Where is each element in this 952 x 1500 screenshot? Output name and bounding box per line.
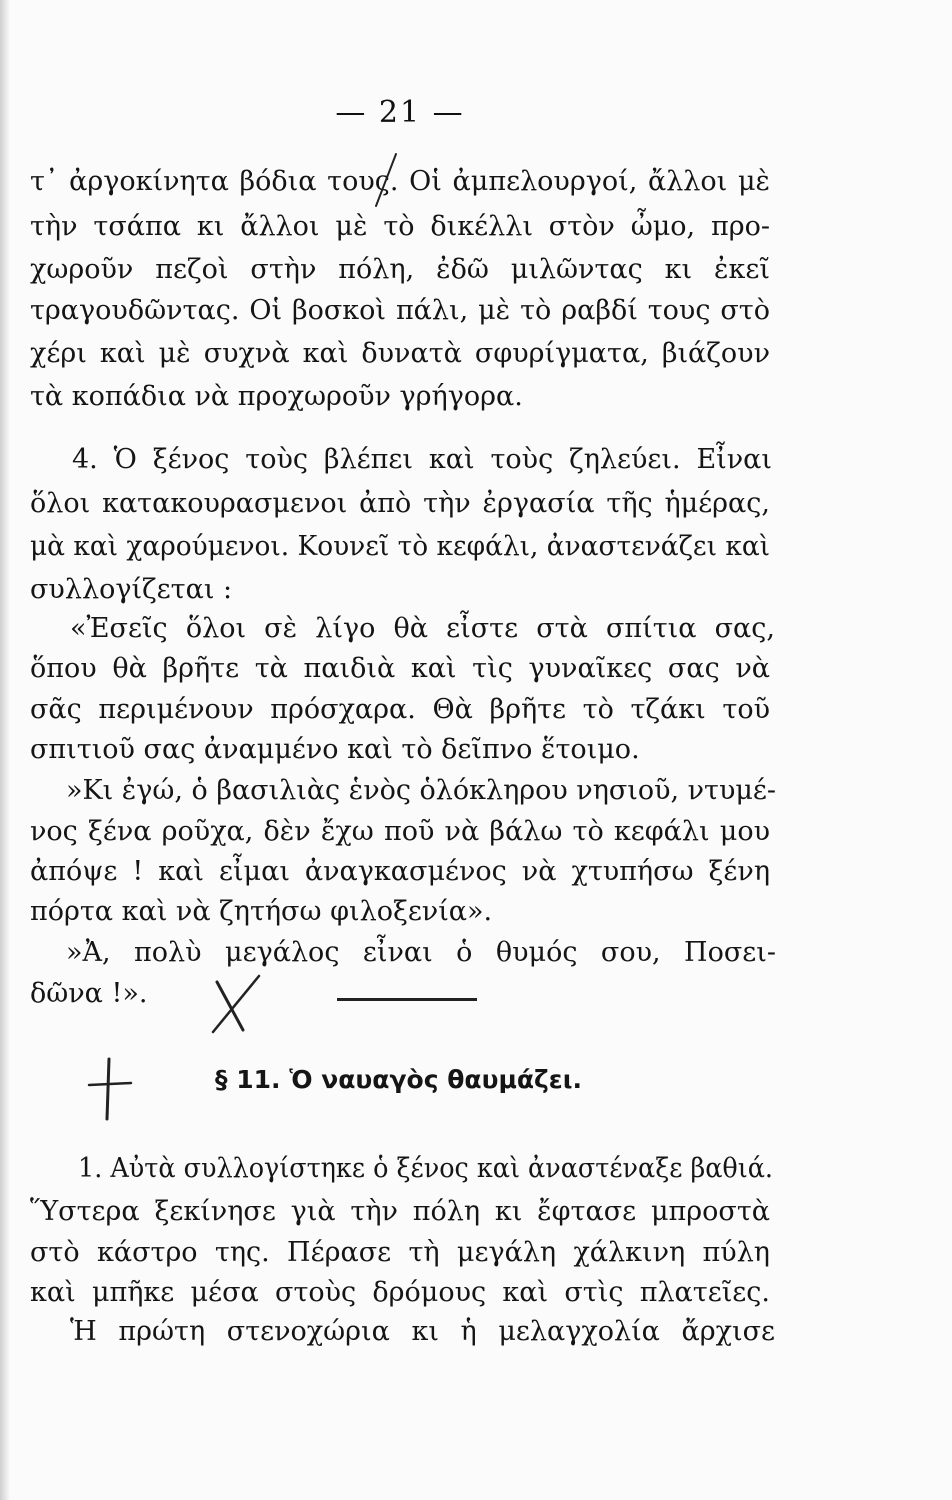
text-line: μὰ καὶ χαρούμενοι. Κουνεῖ τὸ κεφάλι, ἀναστενάζει καὶ [30, 531, 770, 562]
section-divider [337, 998, 477, 1001]
text-line: σᾶς περιμένουν πρόσχαρα. Θὰ βρῆτε τὸ τζάκι τοῦ [30, 694, 770, 725]
text-line: στὸ κάστρο της. Πέρασε τὴ μεγάλη χάλκινη πύλη [30, 1237, 770, 1268]
text-line: »Κι ἐγώ, ὁ βασιλιὰς ἑνὸς ὁλόκληρου νησιοῦ, ντυμέ- [66, 775, 776, 806]
text-line: νος ξένα ροῦχα, δὲν ἔχω ποῦ νὰ βάλω τὸ κεφάλι μου [30, 816, 770, 847]
text-line: χέρι καὶ μὲ συχνὰ καὶ δυνατὰ σφυρίγματα, βιάζουν [30, 338, 770, 369]
text-line: ὅπου θὰ βρῆτε τὰ παιδιὰ καὶ τὶς γυναῖκες σας νὰ [30, 653, 770, 684]
text-line: ἀπόψε ! καὶ εἶμαι ἀναγκασμένος νὰ χτυπήσω ξένη [30, 856, 770, 887]
text-line: καὶ μπῆκε μέσα στοὺς δρόμους καὶ στὶς πλατεῖες. [30, 1277, 770, 1308]
text-line: τραγουδῶντας. Οἱ βοσκοὶ πάλι, μὲ τὸ ραβδί τους στὸ [30, 295, 770, 326]
text-line: δῶνα !». [30, 978, 148, 1009]
text-line: Ὕστερα ξεκίνησε γιὰ τὴν πόλη κι ἔφτασε μπροστὰ [30, 1196, 770, 1227]
text-line: »Ἀ, πολὺ μεγάλος εἶναι ὁ θυμός σου, Ποσει- [66, 937, 776, 968]
text-line: Ἡ πρώτη στενοχώρια κι ἡ μελαγχολία ἄρχισε [70, 1316, 775, 1347]
text-line: 4. Ὁ ξένος τοὺς βλέπει καὶ τοὺς ζηλεύει. Εἶναι [72, 444, 772, 475]
text-line: τὴν τσάπα κι ἄλλοι μὲ τὸ δικέλλι στὸν ὦμο, προ- [30, 211, 770, 242]
text-line: συλλογίζεται : [30, 574, 233, 605]
section-heading: § 11. Ὁ ναυαγὸς θαυμάζει. [215, 1065, 582, 1094]
handwritten-x-mark [205, 968, 265, 1038]
text-line: σπιτιοῦ σας ἀναμμένο καὶ τὸ δεῖπνο ἕτοιμο. [30, 734, 640, 765]
page-number: — 21 — [335, 95, 465, 130]
text-line: 1. Αὐτὰ συλλογίστηκε ὁ ξένος καὶ ἀναστέναξε βαθιά. [78, 1153, 773, 1184]
text-line: πόρτα καὶ νὰ ζητήσω φιλοξενία». [30, 896, 493, 927]
handwritten-slash-mark [370, 150, 400, 210]
text-line: «Ἐσεῖς ὅλοι σὲ λίγο θὰ εἶστε στὰ σπίτια σας, [70, 613, 775, 644]
handwritten-cross-mark [85, 1055, 135, 1125]
page-edge-shadow [0, 0, 10, 1500]
text-line: χωροῦν πεζοὶ στὴν πόλη, ἐδῶ μιλῶντας κι ἐκεῖ [30, 254, 770, 285]
text-line: τὰ κοπάδια νὰ προχωροῦν γρήγορα. [30, 381, 523, 412]
text-line: ὅλοι κατακουρασμενοι ἀπὸ τὴν ἐργασία τῆς ἡμέρας, [30, 488, 770, 519]
text-line: τ᾽ ἀργοκίνητα βόδια τους. Οἱ ἀμπελουργοί, ἄλλοι μὲ [30, 166, 770, 197]
